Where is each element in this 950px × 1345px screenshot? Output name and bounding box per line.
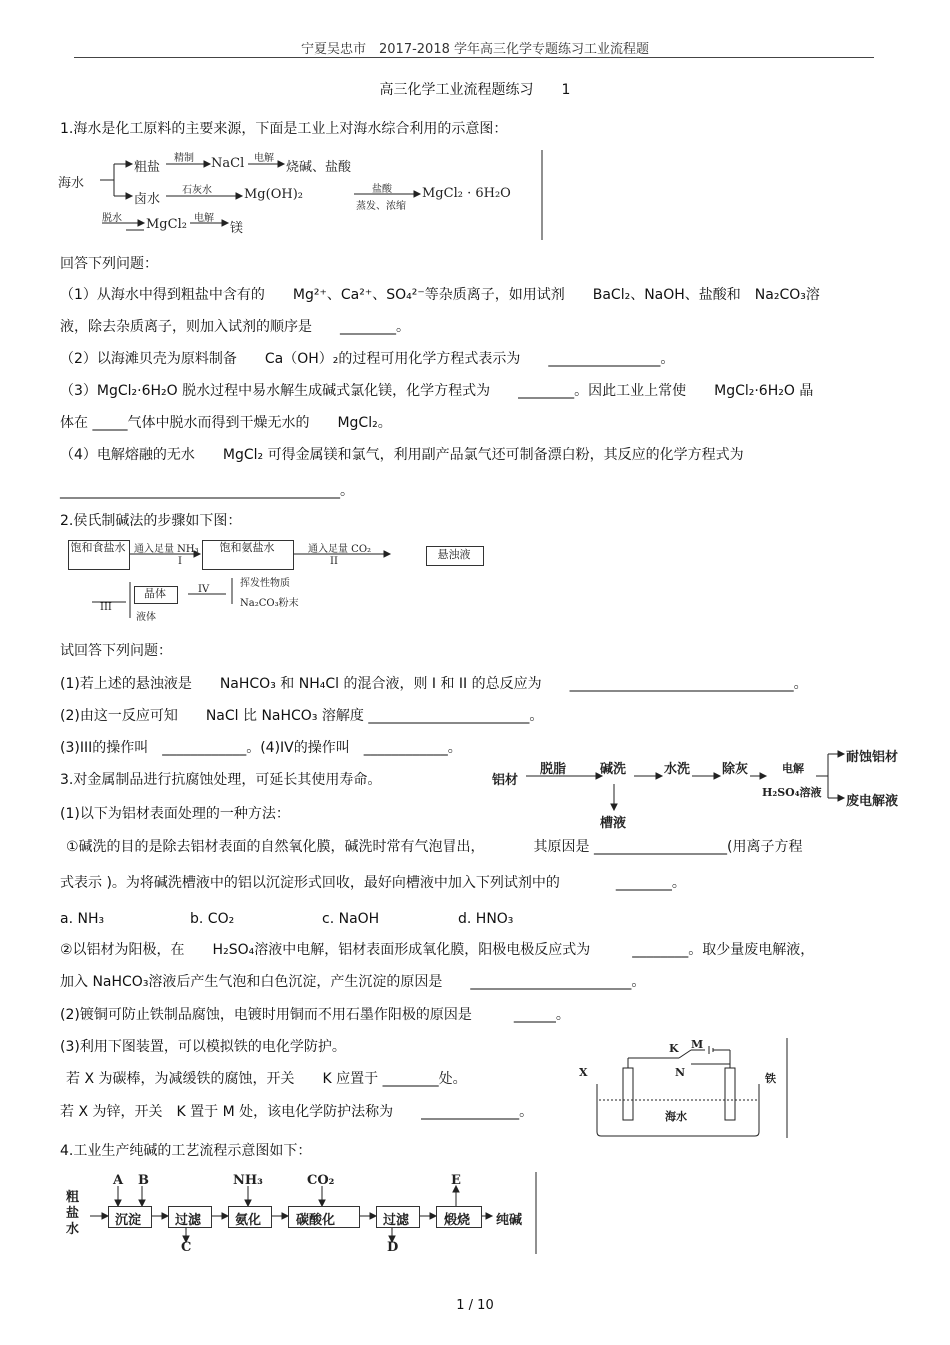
- seawater-tank-label: 海水: [665, 1110, 687, 1123]
- seawater-label: 海水: [58, 176, 85, 191]
- q1-line-6: （4）电解熔融的无水 MgCl₂ 可得金属镁和氯气，利用副产品氯气还可制备漂白粉，其反应的化学方程式为: [60, 447, 744, 463]
- step1-label: 通入足量 NH₃: [134, 544, 199, 555]
- q1-figure: [58, 146, 548, 244]
- q1-line-2: 液，除去杂质离子，则加入试剂的顺序是 ________。: [60, 319, 410, 335]
- electrolysis-label-1: 电解: [254, 153, 274, 164]
- alkali-wash-label: 碱洗: [600, 762, 627, 777]
- evap-label: 蒸发、浓缩: [356, 201, 406, 212]
- step2-label: 通入足量 CO₂: [308, 544, 372, 555]
- box-saturated-brine: 饱和食盐水: [70, 541, 126, 554]
- q3-line-7: (3)利用下图装置，可以模拟铁的电化学防护。: [60, 1039, 346, 1055]
- q3-line-6: (2)镀铜可防止铁制品腐蚀，电镀时用铜而不用石墨作阳极的原因是 ______。: [60, 1007, 570, 1023]
- roman-3: III: [100, 602, 112, 613]
- q2-line-3: (3)III的操作叫 ____________。(4)IV的操作叫 ____________。: [60, 740, 462, 756]
- q1-line-1: （1）从海水中得到粗盐中含有的 Mg²⁺、Ca²⁺、SO₄²⁻等杂质离子，如用试剂 BaCl₂、NaOH、盐酸和 Na₂CO₃溶: [60, 287, 820, 303]
- q3-line-3: 式表示 )。为将碱洗槽液中的铝以沉淀形式回收，最好向槽液中加入下列试剂中的 ________。: [60, 875, 686, 891]
- q3-line-4: ②以铝材为阳极，在 H₂SO₄溶液中电解，铝材表面形成氧化膜，阳极电极反应式为 ________。取少量废电解液，: [60, 942, 815, 958]
- q2-stem: 2.侯氏制碱法的步骤如下图：: [60, 513, 242, 529]
- roman-2: II: [330, 556, 338, 567]
- q3-apparatus-figure: [575, 1038, 795, 1140]
- h2so4-label: H₂SO₄溶液: [762, 786, 822, 799]
- roman-4: IV: [198, 584, 210, 595]
- degrease-label: 脱脂: [540, 762, 567, 777]
- volatile-label: 挥发性物质: [240, 578, 290, 589]
- input-co2-label: CO₂: [307, 1173, 335, 1188]
- q1-line-3: （2）以海滩贝壳为原料制备 Ca（OH）₂的过程可用化学方程式表示为 ________________。: [60, 351, 675, 367]
- nacl-label: NaCl: [211, 156, 245, 171]
- crude-salt-label: 粗盐: [134, 160, 161, 175]
- q2-line-1: (1)若上述的悬浊液是 NaHCO₃ 和 NH₄Cl 的混合液，则 I 和 II 的总反应为 ________________________________。: [60, 676, 808, 692]
- q2-line-2: (2)由这一反应可知 NaCl 比 NaHCO₃ 溶解度 _______________________。: [60, 708, 544, 724]
- input-b-label: B: [138, 1173, 149, 1188]
- switch-k-label: K: [669, 1042, 679, 1055]
- terminal-n-label: N: [675, 1066, 686, 1079]
- caustic-label: 烧碱、盐酸: [286, 160, 352, 175]
- q3-line-5: 加入 NaHCO₃溶液后产生气泡和白色沉淀，产生沉淀的原因是 _______________________。: [60, 974, 646, 990]
- mgoh-label: Mg(OH)₂: [244, 187, 303, 202]
- brine-label: 卤水: [134, 192, 161, 207]
- step-ammoniation: 氨化: [235, 1213, 262, 1228]
- step-carbonation: 碳酸化: [296, 1213, 336, 1228]
- q4-stem: 4.工业生产纯碱的工艺流程示意图如下：: [60, 1143, 312, 1159]
- product-soda-label: 纯碱: [496, 1213, 523, 1228]
- output-c-label: C: [181, 1240, 192, 1255]
- hcl-label: 盐酸: [372, 184, 392, 195]
- option-d: d. HNO₃: [458, 911, 514, 927]
- electrolysis-label-3: 电解: [782, 762, 804, 775]
- raw-brine-label: 粗盐水: [66, 1190, 80, 1237]
- option-b: b. CO₂: [190, 911, 235, 927]
- mg-label: 镁: [230, 221, 244, 236]
- box-ammoniated-brine: 饱和氨盐水: [219, 541, 275, 554]
- electrode-x-label: X: [579, 1066, 588, 1079]
- q2-figure: [62, 538, 471, 623]
- q3-line-9: 若 X 为锌，开关 K 置于 M 处，该电化学防护法称为 ______________。: [60, 1104, 534, 1120]
- powder-label: Na₂CO₃粉末: [240, 598, 299, 609]
- roman-1: I: [178, 556, 182, 567]
- q1-stem: 1.海水是化工原料的主要来源，下面是工业上对海水综合利用的示意图：: [60, 121, 508, 137]
- step-filter-2: 过滤: [383, 1213, 410, 1228]
- step-precipitate: 沉淀: [115, 1213, 142, 1228]
- output-d-label: D: [387, 1240, 399, 1255]
- q1-line-4: （3）MgCl₂·6H₂O 脱水过程中易水解生成碱式氯化镁，化学方程式为 ________。因此工业上常使 MgCl₂·6H₂O 晶: [60, 383, 814, 399]
- water-wash-label: 水洗: [664, 762, 691, 777]
- liquid-label: 液体: [136, 612, 156, 623]
- q3-stem: 3.对金属制品进行抗腐蚀处理，可延长其使用寿命。: [60, 772, 382, 788]
- page-title: 高三化学工业流程题练习 1: [379, 82, 571, 98]
- q3-figure: [492, 742, 908, 832]
- q3-line-2: ①碱洗的目的是除去铝材表面的自然氧化膜，碱洗时常有气泡冒出， 其原因是 ___________________(用离子方程: [66, 839, 803, 855]
- step-calcination: 煅烧: [444, 1213, 471, 1228]
- q1-line-5: 体在 _____气体中脱水而得到干燥无水的 MgCl₂。: [60, 415, 392, 431]
- step-filter-1: 过滤: [175, 1213, 202, 1228]
- mgcl2-label: MgCl₂: [146, 217, 187, 232]
- tank-liquid-label: 槽液: [600, 816, 627, 831]
- page-number: 1 / 10: [456, 1298, 494, 1313]
- option-c: c. NaOH: [322, 911, 380, 927]
- lime-label: 石灰水: [182, 185, 212, 196]
- q3-line-8: 若 X 为碳棒，为减缓铁的腐蚀，开关 K 应置于 ________处。: [66, 1071, 467, 1087]
- q1-answer-intro: 回答下列问题：: [60, 256, 158, 272]
- output-waste-electrolyte: 废电解液: [846, 794, 899, 809]
- al-label: 铝材: [492, 773, 519, 788]
- output-e-label: E: [451, 1173, 461, 1188]
- header-divider: [74, 57, 874, 58]
- q3-line-1: (1)以下为铝材表面处理的一种方法：: [60, 806, 290, 822]
- dehydrate-label: 脱水: [102, 213, 122, 224]
- page-header: 宁夏吴忠市 2017-2018 学年高三化学专题练习工业流程题: [301, 42, 649, 57]
- box-suspension: 悬浊液: [437, 548, 471, 561]
- box-crystal: 晶体: [144, 587, 166, 600]
- output-corrosion-resistant: 耐蚀铝材: [846, 750, 899, 765]
- refine-label: 精制: [174, 153, 194, 164]
- ash-removal-label: 除灰: [722, 762, 749, 777]
- option-a: a. NH₃: [60, 911, 105, 927]
- q1-line-7: ________________________________________。: [60, 483, 354, 499]
- terminal-m-label: M: [691, 1038, 704, 1051]
- mgcl2-hydrate-label: MgCl₂ · 6H₂O: [422, 186, 511, 201]
- iron-label: 铁: [765, 1072, 776, 1085]
- q4-figure: [64, 1170, 544, 1256]
- input-a-label: A: [113, 1173, 124, 1188]
- q2-answer-intro: 试回答下列问题：: [60, 643, 172, 659]
- input-nh3-label: NH₃: [233, 1173, 263, 1188]
- electrolysis-label-2: 电解: [194, 213, 214, 224]
